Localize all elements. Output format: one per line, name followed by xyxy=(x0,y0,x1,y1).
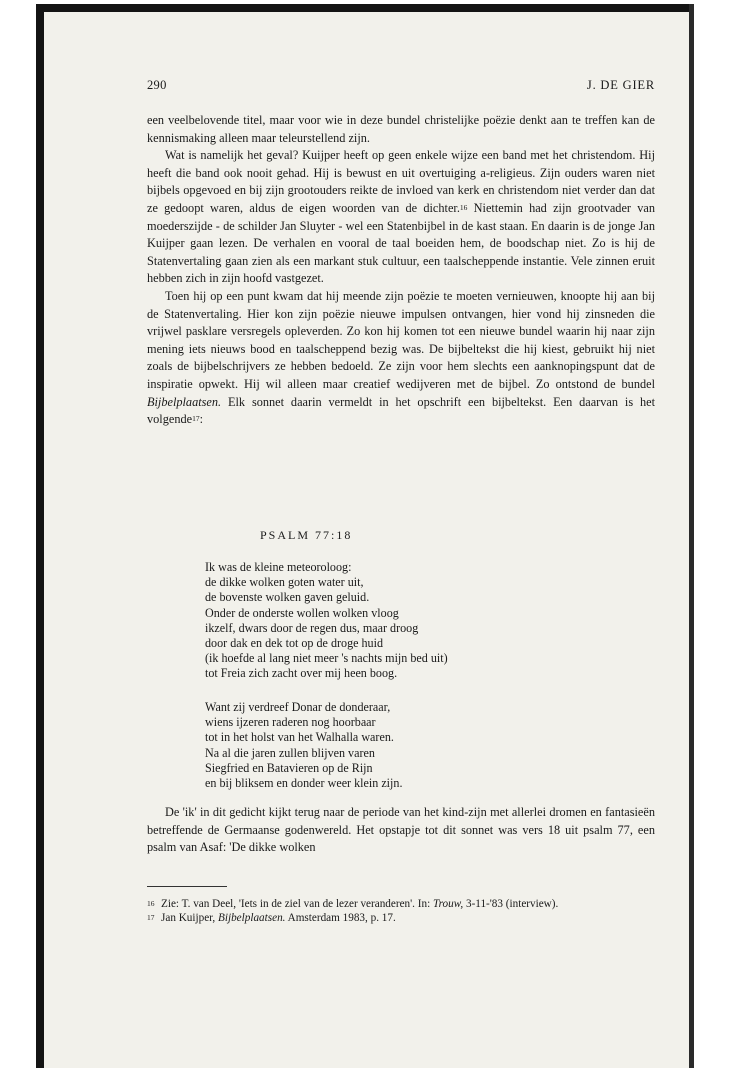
scan-top-edge xyxy=(42,4,694,12)
page-header xyxy=(147,78,655,96)
poem-line: tot in het holst van het Walhalla waren. xyxy=(205,730,394,745)
poem-title: PSALM 77:18 xyxy=(260,528,353,542)
paragraph-1: een veelbelovende titel, maar voor wie in deze bundel christelijke poëzie denkt aan te treffen kan de kennismaking alleen maar teleurstellend zijn. xyxy=(147,113,655,145)
poem-stanza-1 xyxy=(205,560,448,682)
paragraph-3-text-a: Toen hij op een punt kwam dat hij meende zijn poëzie te moeten vernieuwen, knoopte hij aan bij de Statenvertaling. Hier kon zijn poëzie nieuwe impulsen ontvangen, hier vond hij zinsneden die vrijwel pasklare versregels opleverden. Zo kon hij komen tot een nieuwe bundel waarin hij naar zijn mening iets nieuws bood en taalscheppend bezig was. De bijbeltekst die hij kiest, gebruikt hij niet zoals de bijbelschrijvers ze hebben bedoeld. Ze zijn voor hem slechts een aanknopingspunt dat de inspiratie opwekt. Hij wil alleen maar creatief wedijveren met de bijbel. Zo ontstond de bundel xyxy=(147,288,655,391)
paragraph-4: De 'ik' in dit gedicht kijkt terug naar de periode van het kind-zijn met allerlei dromen en fantasieën betreffende de Germaanse godenwereld. Het opstapje tot dit sonnet was vers 18 uit psalm 77, een psalm van Asaf: 'De dikke wolken xyxy=(147,805,655,855)
footnote-17 xyxy=(147,912,655,925)
body-text xyxy=(147,112,655,429)
poem-line: tot Freia zich zacht over mij heen boog. xyxy=(205,666,398,681)
poem-line: Onder de onderste wollen wolken vloog xyxy=(205,605,399,620)
poem-line: door dak en dek tot op de droge huid xyxy=(205,636,384,651)
poem-line: de dikke wolken goten water uit, xyxy=(205,575,364,590)
footnote-number: 17 xyxy=(147,913,155,923)
paragraph-2 xyxy=(147,147,655,288)
poem-line: ikzelf, dwars door de regen dus, maar droog xyxy=(205,620,419,635)
footnote-divider xyxy=(147,886,227,887)
footnote-text: Zie: T. van Deel, 'Iets in de ziel van de lezer veranderen'. In: xyxy=(161,898,433,910)
poem-line: Na al die jaren zullen blijven varen xyxy=(205,745,375,760)
body-text-after-poem xyxy=(147,804,655,857)
scan-left-edge xyxy=(36,4,44,1068)
poem-line: de bovenste wolken gaven geluid. xyxy=(205,590,370,605)
footnote-italic: Trouw, xyxy=(433,898,464,910)
paragraph-2-text-b: Niettemin had zijn grootvader van moederszijde - de schilder Jan Sluyter - wel een Statenbijbel in de kast staan. En daarin is de jonge Jan Kuijper gaan lezen. De verhalen en vooral de taal boeiden hem, de boodschap niet. Zo is hij de Statenvertaling gaan zien als een markant stuk cultuur, een taalscheppende instantie. Vele zinnen eruit hebben zich in zijn hoofd vastgezet. xyxy=(147,200,656,286)
footnote-text-end: 3-11-'83 (interview). xyxy=(463,898,559,910)
footnote-16 xyxy=(147,898,655,911)
poem-line: Siegfried en Batavieren op de Rijn xyxy=(205,760,373,775)
poem-line: Ik was de kleine meteoroloog: xyxy=(205,560,352,574)
page-number: 290 xyxy=(147,78,167,92)
paragraph-2-text-a: Wat is namelijk het geval? Kuijper heeft op geen enkele wijze een band met het christendom. Hij heeft die band ook nooit gehad. Hij is bewust en uit overtuiging a-religieus. Zijn ouders waren niet bijbels opgevoed en bij zijn grootouders reikte de invloed van kerk en christendom niet verder dan dat ze gedoopt waren, aldus de eigen woorden van de dichter. xyxy=(147,148,655,215)
footnote-italic: Bijbelplaatsen. xyxy=(218,912,286,925)
book-title-italic: Bijbelplaatsen. xyxy=(147,394,222,409)
poem-line: (ik hoefde al lang niet meer 's nachts mijn bed uit) xyxy=(205,651,448,666)
footnotes xyxy=(147,898,655,926)
footnote-text-end: Amsterdam 1983, p. 17. xyxy=(285,912,396,925)
footnote-text: Jan Kuijper, xyxy=(161,912,219,925)
poem-line: en bij bliksem en donder weer klein zijn. xyxy=(205,776,403,791)
poem-line: Want zij verdreef Donar de donderaar, xyxy=(205,700,391,714)
footnote-ref-16[interactable]: 16 xyxy=(459,202,468,212)
poem-stanza-2 xyxy=(205,700,402,791)
running-head: J. DE GIER xyxy=(586,78,655,92)
poem-line: wiens ijzeren raderen nog hoorbaar xyxy=(205,715,376,730)
paragraph-3-text-b: Elk sonnet daarin vermeldt in het opschrift een bijbeltekst. Een daarvan is het volgende xyxy=(147,394,655,427)
paragraph-3-colon: : xyxy=(199,412,203,427)
footnote-ref-17[interactable]: 17 xyxy=(192,414,200,424)
scan-right-edge xyxy=(689,4,694,1068)
footnote-number: 16 xyxy=(147,899,155,908)
paragraph-3 xyxy=(147,288,655,429)
